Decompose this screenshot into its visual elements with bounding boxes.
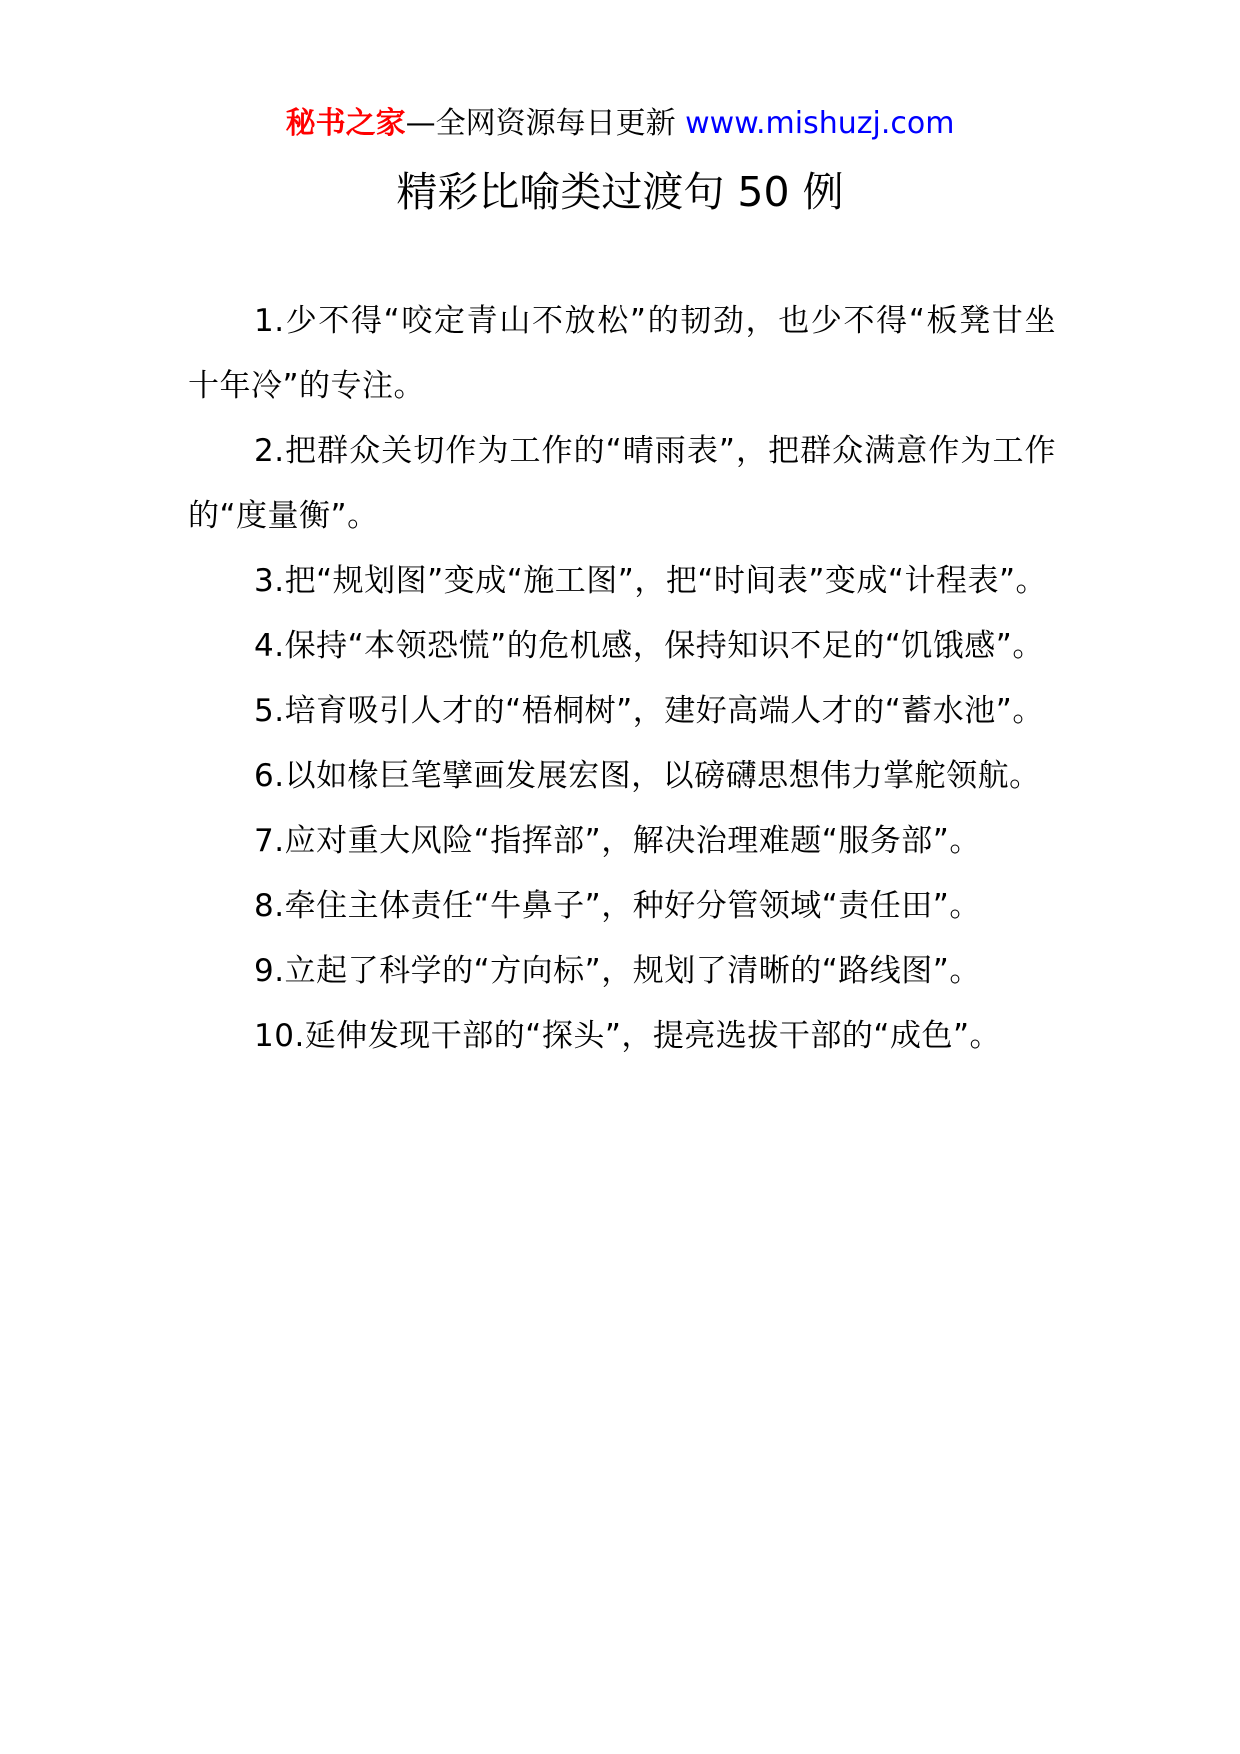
list-item: 1.少不得“咬定青山不放松”的韧劲，也少不得“板凳甘坐十年冷”的专注。 [188,303,1056,404]
list-item: 2.把群众关切作为工作的“晴雨表”，把群众满意作为工作的“度量衡”。 [188,433,1056,534]
header-tagline: —全网资源每日更新 [405,106,686,141]
list-item: 8.牵住主体责任“牛鼻子”，种好分管领域“责任田”。 [254,888,981,924]
brand-name: 秘书之家 [285,106,406,141]
document-title: 精彩比喻类过渡句 50 例 [396,168,844,216]
list-item: 6.以如椽巨笔擘画发展宏图，以磅礴思想伟力掌舵领航。 [254,758,1041,794]
document-body [188,289,1056,1069]
list-item: 7.应对重大风险“指挥部”，解决治理难题“服务部”。 [254,823,981,859]
list-item: 9.立起了科学的“方向标”，规划了清晰的“路线图”。 [254,953,981,989]
site-header [0,100,1240,148]
list-item: 3.把“规划图”变成“施工图”，把“时间表”变成“计程表”。 [254,563,1048,599]
site-url-link[interactable]: www.mishuzj.com [685,106,955,141]
list-item: 5.培育吸引人才的“梧桐树”，建好高端人才的“蓄水池”。 [254,693,1044,729]
list-item: 10.延伸发现干部的“探头”，提亮选拔干部的“成色”。 [254,1018,1002,1054]
list-item: 4.保持“本领恐慌”的危机感，保持知识不足的“饥饿感”。 [254,628,1044,664]
